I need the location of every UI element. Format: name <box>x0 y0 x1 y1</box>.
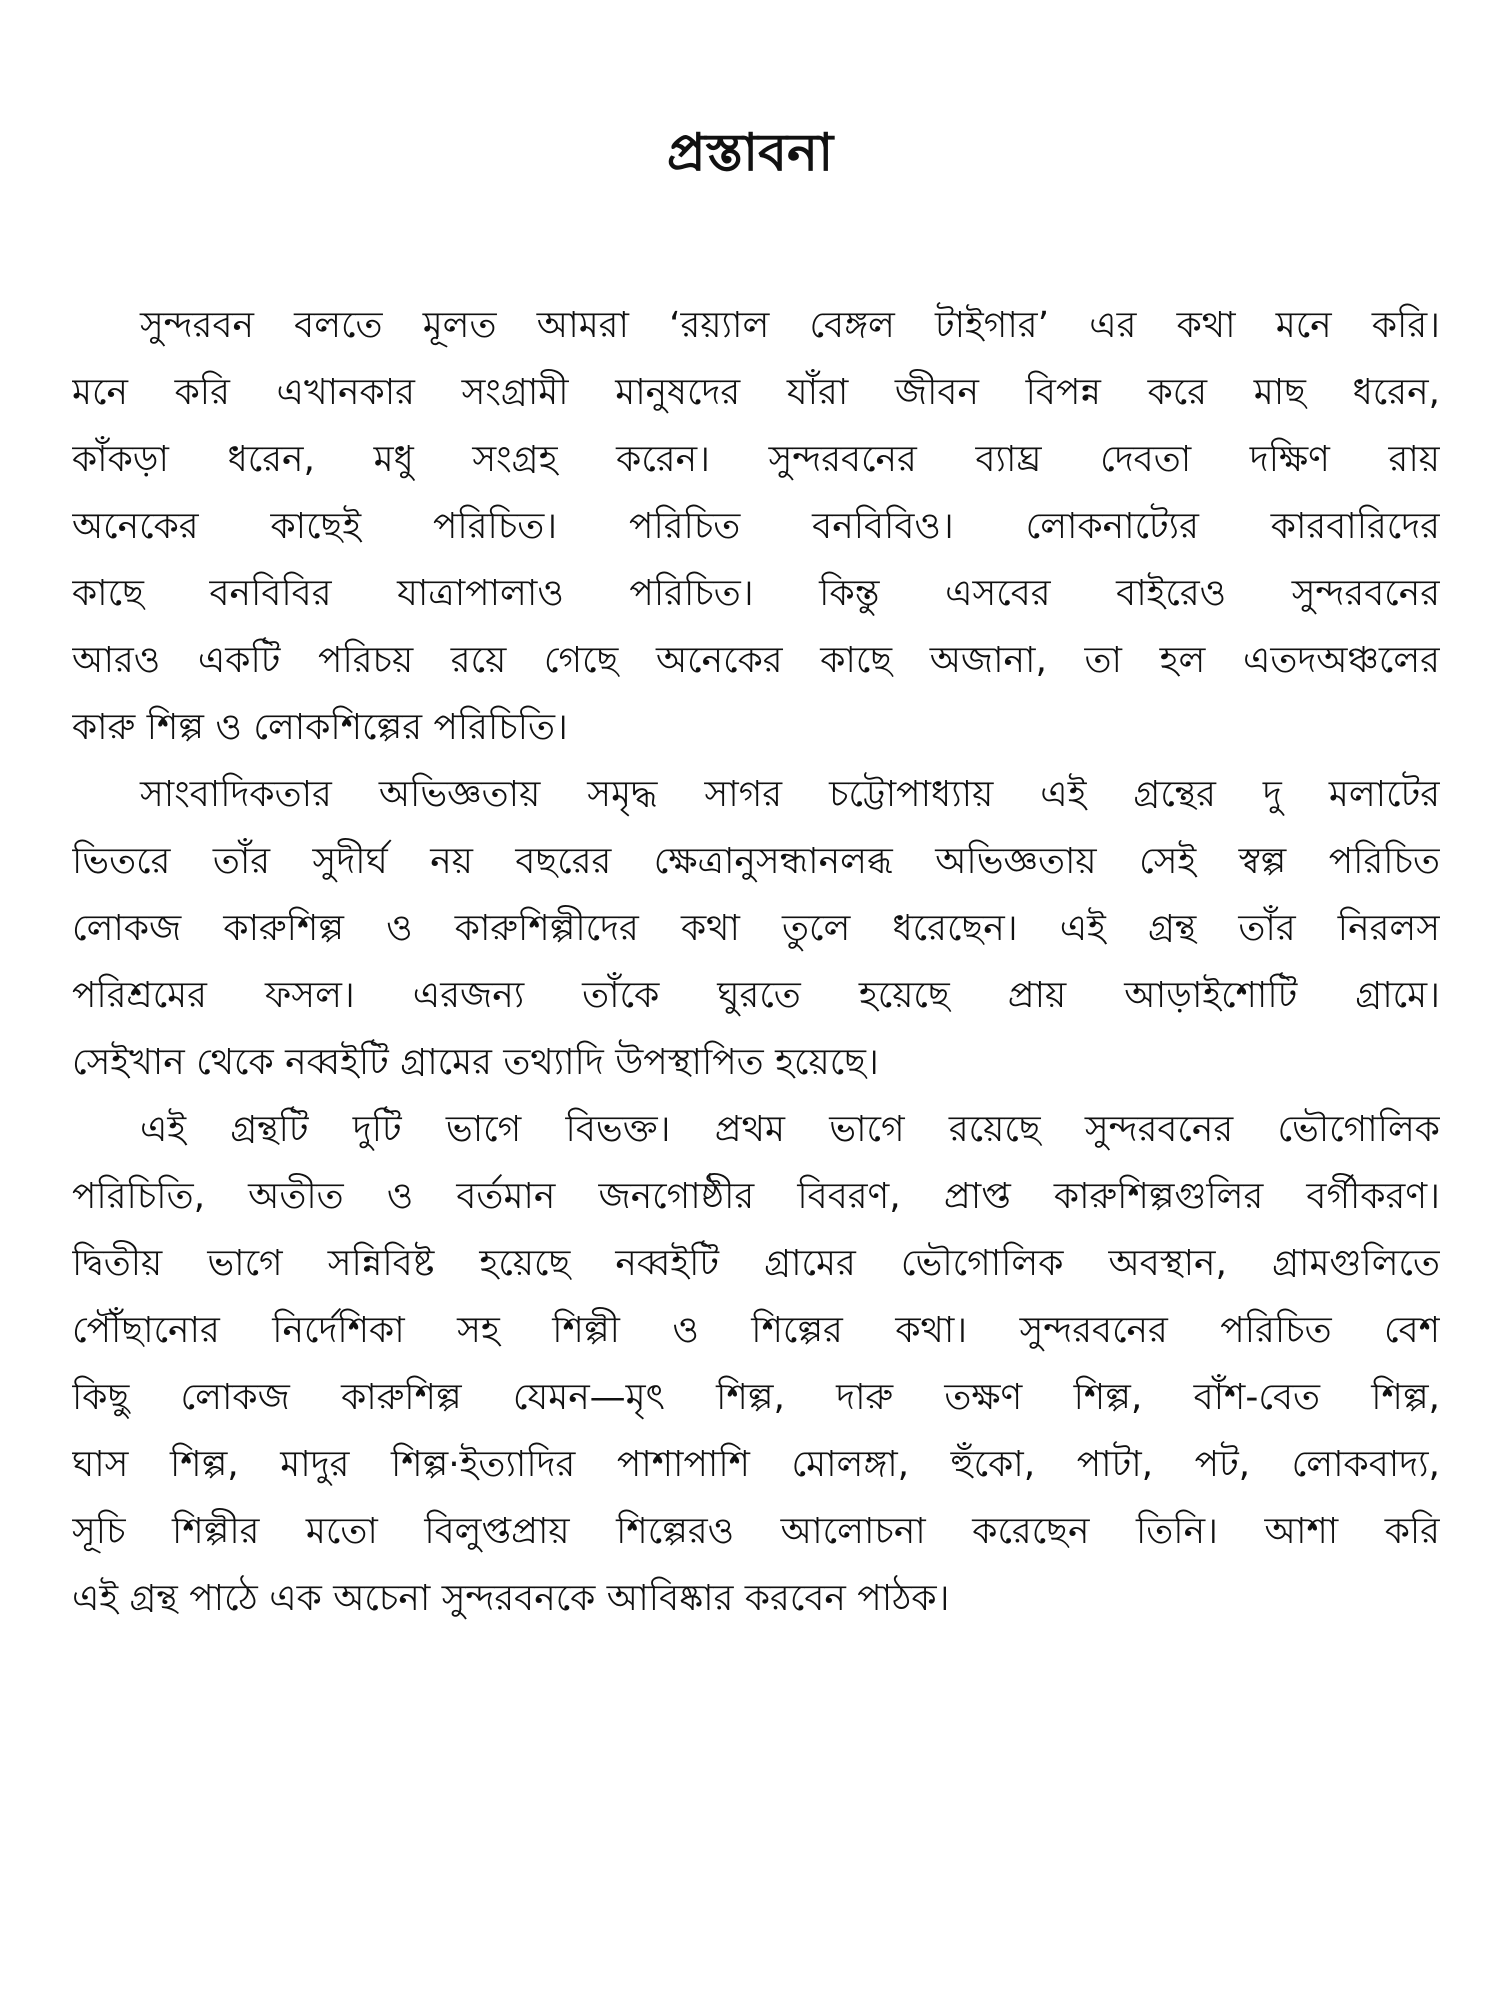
paragraph-2-line-2: ভিতরে তাঁর সুদীর্ঘ নয় বছরের ক্ষেত্রানুসন্ধানলব্ধ অভিজ্ঞতায় সেই স্বল্প পরিচিত <box>72 841 1440 882</box>
paragraph-1-line-6: আরও একটি পরিচয় রয়ে গেছে অনেকের কাছে অজানা, তা হল এতদঅঞ্চলের <box>72 640 1440 681</box>
paragraph-3-line-1: এই গ্রন্থটি দুটি ভাগে বিভক্ত। প্রথম ভাগে রয়েছে সুন্দরবনের ভৌগোলিক <box>140 1109 1440 1150</box>
paragraph-1-line-5: কাছে বনবিবির যাত্রাপালাও পরিচিত। কিন্তু এসবের বাইরেও সুন্দরবনের <box>72 573 1440 614</box>
paragraph-3-line-2: পরিচিতি, অতীত ও বর্তমান জনগোষ্ঠীর বিবরণ, প্রাপ্ত কারুশিল্পগুলির বর্গীকরণ। <box>72 1176 1440 1217</box>
paragraph-2-line-5: সেইখান থেকে নব্বইটি গ্রামের তথ্যাদি উপস্থাপিত হয়েছে। <box>72 1042 879 1083</box>
paragraph-1-line-7: কারু শিল্প ও লোকশিল্পের পরিচিতি। <box>72 707 568 748</box>
paragraph-1-line-2: মনে করি এখানকার সংগ্রামী মানুষদের যাঁরা জীবন বিপন্ন করে মাছ ধরেন, <box>72 372 1440 413</box>
paragraph-2-line-4: পরিশ্রমের ফসল। এরজন্য তাঁকে ঘুরতে হয়েছে প্রায় আড়াইশোটি গ্রামে। <box>72 975 1440 1016</box>
paragraph-3-line-6: ঘাস শিল্প, মাদুর শিল্প·ইত্যাদির পাশাপাশি মোলঙ্গা, হুঁকো, পাটা, পট, লোকবাদ্য, <box>72 1444 1440 1485</box>
paragraph-2-line-3: লোকজ কারুশিল্প ও কারুশিল্পীদের কথা তুলে ধরেছেন। এই গ্রন্থ তাঁর নিরলস <box>72 908 1440 949</box>
paragraph-3-line-3: দ্বিতীয় ভাগে সন্নিবিষ্ট হয়েছে নব্বইটি গ্রামের ভৌগোলিক অবস্থান, গ্রামগুলিতে <box>72 1243 1440 1284</box>
paragraph-3-line-8: এই গ্রন্থ পাঠে এক অচেনা সুন্দরবনকে আবিষ্কার করবেন পাঠক। <box>72 1578 950 1619</box>
paragraph-3-line-5: কিছু লোকজ কারুশিল্প যেমন—মৃৎ শিল্প, দারু তক্ষণ শিল্প, বাঁশ-বেত শিল্প, <box>72 1377 1440 1418</box>
paragraph-3-line-7: সূচি শিল্পীর মতো বিলুপ্তপ্রায় শিল্পেরও আলোচনা করেছেন তিনি। আশা করি <box>72 1511 1440 1552</box>
paragraph-3-line-4: পৌঁছানোর নির্দেশিকা সহ শিল্পী ও শিল্পের কথা। সুন্দরবনের পরিচিত বেশ <box>72 1310 1440 1351</box>
paragraph-1-line-4: অনেকের কাছেই পরিচিত। পরিচিত বনবিবিও। লোকনাট্যের কারবারিদের <box>72 506 1440 547</box>
paragraph-1-line-1: সুন্দরবন বলতে মূলত আমরা ‘রয়্যাল বেঙ্গল টাইগার’ এর কথা মনে করি। <box>140 305 1440 346</box>
paragraph-1-line-3: কাঁকড়া ধরেন, মধু সংগ্রহ করেন। সুন্দরবনের ব্যাঘ্র দেবতা দক্ষিণ রায় <box>72 439 1440 480</box>
body-text <box>72 292 1440 1632</box>
page-title: প্রস্তাবনা <box>666 122 834 183</box>
paragraph-2-line-1: সাংবাদিকতার অভিজ্ঞতায় সমৃদ্ধ সাগর চট্টোপাধ্যায় এই গ্রন্থের দু মলাটের <box>140 774 1440 815</box>
